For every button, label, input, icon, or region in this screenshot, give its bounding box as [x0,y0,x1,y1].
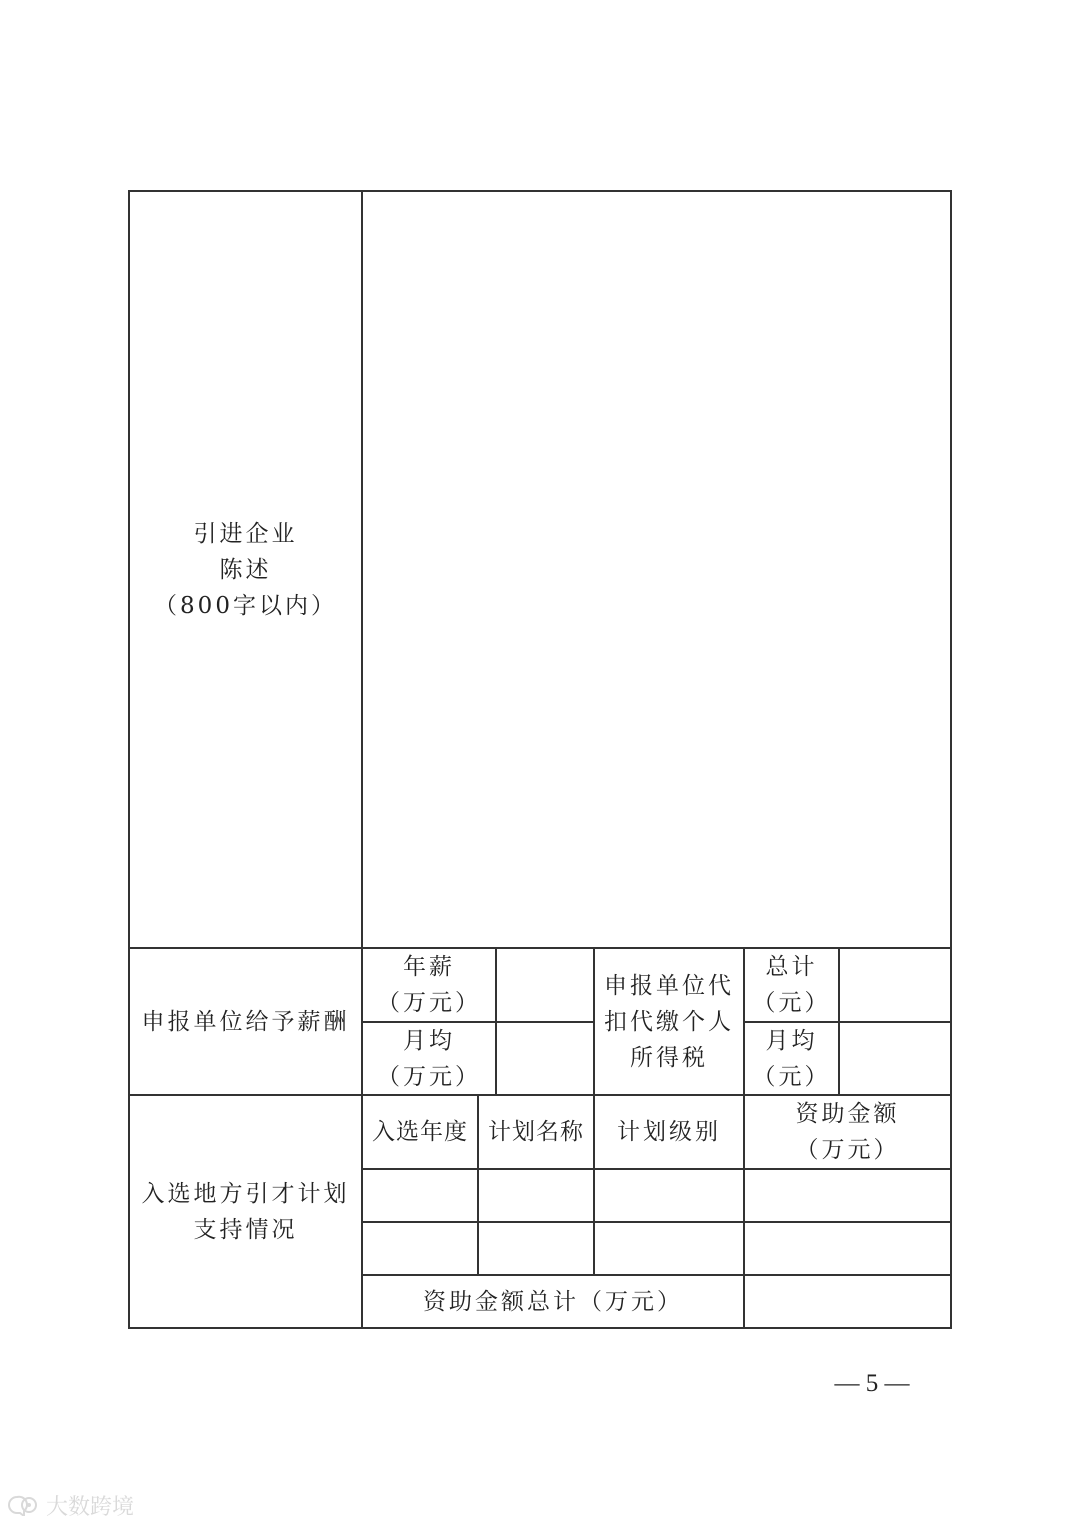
monthly-salary-label-line1: 月均 [403,1027,455,1054]
tax-monthly-label [745,1023,838,1094]
plan-row-2-name-input[interactable] [479,1223,593,1274]
application-form-table [128,190,952,1329]
plan-total-label: 资助金额总计（万元） [423,1288,683,1315]
annual-salary-label-line2: （万元） [377,990,481,1016]
statement-input-area[interactable] [363,192,950,947]
tax-monthly-input[interactable] [840,1023,950,1094]
plan-header-year: 入选年度 [372,1119,468,1145]
tax-monthly-label-line2: （元） [752,1063,831,1090]
plan-row-1-amount-input[interactable] [745,1170,950,1221]
tax-total-label-line1: 总计 [765,954,818,980]
tax-total-label [745,949,838,1021]
plan-label-line2: 支持情况 [193,1216,298,1243]
plan-row-1-year-input[interactable] [363,1170,477,1221]
watermark-text: 大数跨境 [46,1494,135,1520]
plan-header-level: 计划级别 [617,1119,721,1145]
table-border-right [950,190,952,1329]
plan-header-amount [745,1096,950,1168]
salary-label: 申报单位给予薪酬 [141,1008,350,1035]
tax-label [595,949,743,1094]
plan-row-1-level-input[interactable] [595,1170,743,1221]
statement-label [130,192,361,947]
tax-label-line2: 扣代缴个人 [604,1008,734,1035]
page-number: — 5 — [834,1370,910,1397]
annual-salary-label [363,949,495,1021]
tax-monthly-label-line1: 月均 [765,1027,818,1054]
tax-total-label-line2: （元） [752,990,831,1016]
plan-header-name: 计划名称 [488,1119,584,1145]
plan-header-amount-line1: 资助金额 [795,1101,900,1127]
plan-row-2-year-input[interactable] [363,1223,477,1274]
statement-label-line1: 引进企业 [193,520,298,547]
chat-bubble-logo-icon [6,1494,40,1516]
plan-total-input[interactable] [745,1276,950,1327]
monthly-salary-input[interactable] [497,1023,593,1094]
plan-row-2-level-input[interactable] [595,1223,743,1274]
table-border-bottom [128,1327,952,1329]
monthly-salary-label [363,1023,495,1094]
plan-label [130,1096,361,1327]
tax-total-input[interactable] [840,949,950,1021]
statement-label-line2: 陈述 [219,556,272,583]
tax-label-line3: 所得税 [630,1044,708,1071]
plan-header-amount-line2: （万元） [795,1137,900,1163]
annual-salary-input[interactable] [497,949,593,1021]
annual-salary-label-line1: 年薪 [403,954,455,980]
plan-label-line1: 入选地方引才计划 [141,1180,350,1207]
plan-row-1-name-input[interactable] [479,1170,593,1221]
plan-row-2-amount-input[interactable] [745,1223,950,1274]
statement-label-line3: （800字以内） [154,592,337,619]
monthly-salary-label-line2: （万元） [377,1063,481,1090]
watermark [6,1490,134,1520]
tax-label-line1: 申报单位代 [604,972,734,999]
